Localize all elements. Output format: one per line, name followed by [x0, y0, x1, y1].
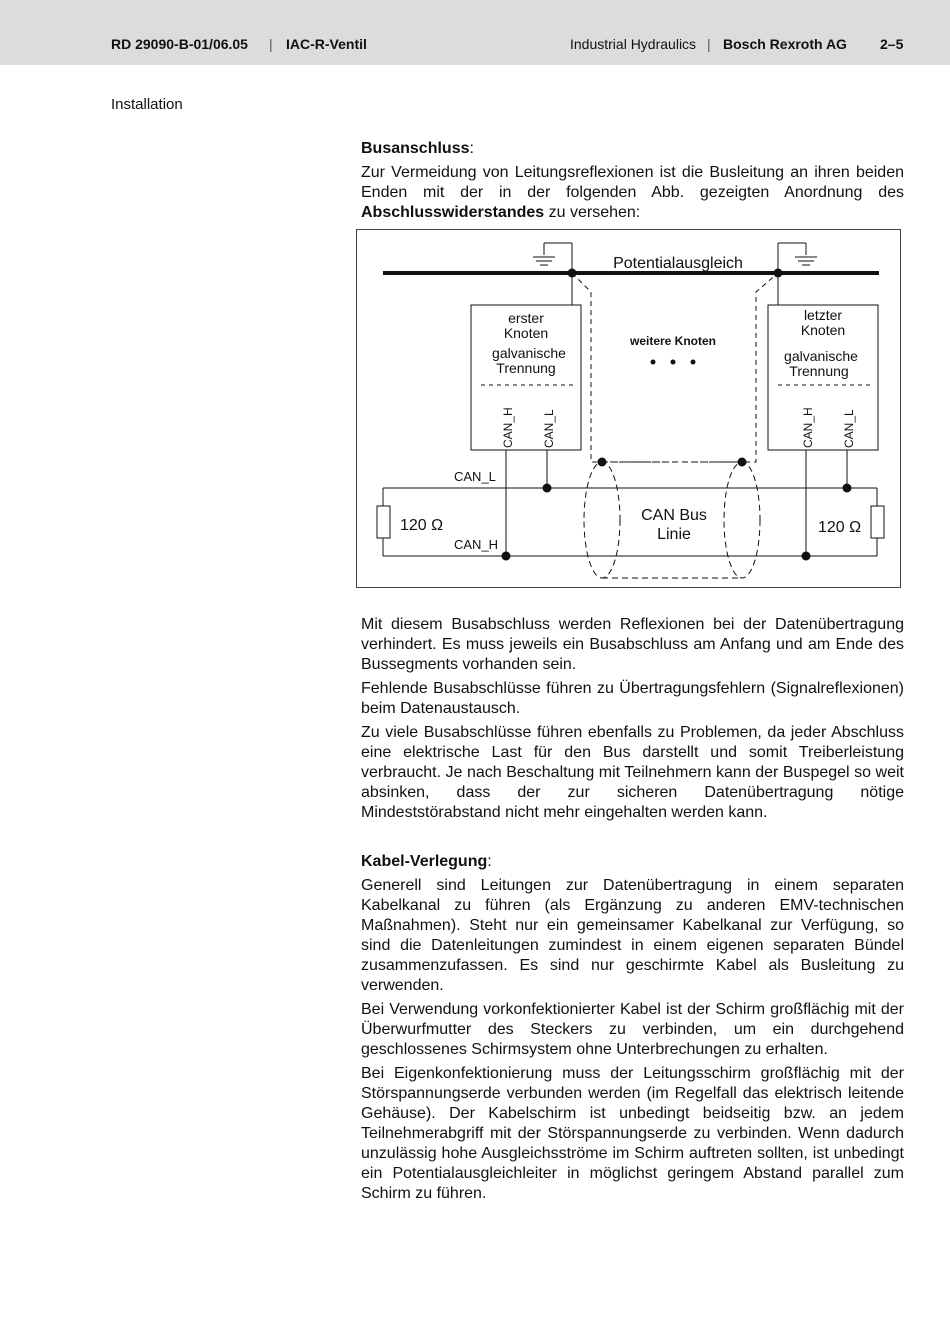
section-label: Installation — [111, 96, 183, 113]
busanschluss-block — [361, 139, 904, 227]
can-h-pin-label: CAN_H — [801, 407, 815, 448]
intro-emphasis: Abschlusswiderstandes — [361, 204, 545, 221]
cable-routing-block — [361, 852, 904, 1208]
more-nodes-label: weitere Knoten — [629, 334, 717, 348]
intro-text: Zur Vermeidung von Leitungsreflexionen ist die Busleitung an ihren beiden Enden mit der in der folgenden Abb. gezeigten Anordnung des — [361, 164, 904, 201]
resistor-right — [871, 506, 884, 538]
bus-label-2: Linie — [657, 526, 691, 543]
last-node-label-2: Knoten — [800, 322, 846, 338]
galvanic-label-2: Trennung — [789, 363, 849, 379]
paragraph: Mit diesem Busabschluss werden Reflexionen bei der Datenübertragung verhindert. Es muss jeweils ein Busabschluss am Anfang und am Ende des Bussegments vorhanden sein. — [361, 616, 904, 673]
page-header — [0, 0, 950, 65]
can-l-line-label: CAN_L — [454, 469, 496, 484]
first-node-label-2: Knoten — [503, 325, 549, 341]
header-separator: | — [707, 36, 711, 52]
page-number: 2–5 — [880, 36, 904, 52]
resistor-left-label: 120 Ω — [400, 517, 444, 534]
resistor-left — [377, 506, 390, 538]
intro-text-end: zu versehen: — [544, 204, 641, 221]
galvanic-label-1: galvanische — [492, 345, 566, 361]
product-name: IAC-R-Ventil — [286, 36, 367, 52]
paragraph: Fehlende Busabschlüsse führen zu Übertragungsfehlern (Signalreflexionen) beim Datenaustausch. — [361, 680, 904, 717]
resistor-right-label: 120 Ω — [818, 519, 862, 536]
division-name: Industrial Hydraulics — [570, 36, 697, 52]
potential-label: Potentialausgleich — [613, 255, 743, 272]
can-l-pin-label: CAN_L — [542, 409, 556, 448]
paragraph: Zu viele Busabschlüsse führen ebenfalls zu Problemen, da jeder Abschluss eine elektrische Last für den Bus darstellt und somit Treiberleistung verbraucht. Je nach Beschaltung mit Teilnehmern kann der Buspegel so weit absinken, dass der zur sicheren Datenübertragung nötige Mindeststörabstand nicht mehr eingehalten werden kann. — [361, 724, 904, 821]
company-name: Bosch Rexroth AG — [723, 36, 847, 52]
galvanic-label-2: Trennung — [496, 360, 556, 376]
ground-icon-right — [778, 243, 817, 273]
bus-label-1: CAN Bus — [641, 507, 707, 524]
doc-number: RD 29090-B-01/06.05 — [111, 36, 248, 52]
header-separator: | — [269, 36, 273, 52]
can-l-pin-label: CAN_L — [842, 409, 856, 448]
paragraph: Generell sind Leitungen zur Datenübertragung in einem separaten Kabelkanal zu führen (als Ergänzung zu anderen EMV-technischen Maßnahmen). Steht nur ein gemeinsamer Kabelkanal zur Verfügung, so sind die Datenleitungen zumindest in einem eigenen separaten Bündel zusammenzufassen. Es sind nur geschirmte Kabel als Busleitung zu verwenden. — [361, 877, 904, 994]
paragraph: Bei Eigenkonfektionierung muss der Leitungsschirm großflächig mit der Störspannungserde verbunden werden (im Regelfall das elektrisch leitende Gehäuse). Der Kabelschirm ist unbedingt beidseitig bzw. an jedem Teilnehmerabgriff mit der Störspannungserde zu verbinden. Wenn dadurch unzulässig hohe Ausgleichsströme im Schirm auftreten sollten, ist unbedingt ein Potentialausgleichleiter in möglichst geringem Abstand parallel zum Schirm zu führen. — [361, 1065, 904, 1202]
last-node-label-1: letzter — [803, 307, 843, 323]
diagram-svg — [357, 230, 902, 589]
bus-termination-text — [361, 615, 904, 827]
cable-routing-heading: Kabel-Verlegung — [361, 853, 488, 870]
paragraph: Bei Verwendung vorkonfektionierter Kabel ist der Schirm großflächig mit der Überwurfmutter des Steckers zu verbinden, um ein durchgehend geschlossenes Schirmsystem ohne Unterbrechungen zu erhalten. — [361, 1001, 904, 1058]
heading-colon: : — [487, 853, 492, 870]
can-h-pin-label: CAN_H — [501, 407, 515, 448]
ground-icon-left — [533, 243, 572, 273]
can-bus-diagram — [356, 229, 901, 588]
heading-colon: : — [469, 140, 474, 157]
first-node-label-1: erster — [508, 310, 544, 326]
can-h-line-label: CAN_H — [454, 537, 499, 552]
busanschluss-heading: Busanschluss — [361, 140, 470, 157]
galvanic-label-1: galvanische — [784, 348, 858, 364]
